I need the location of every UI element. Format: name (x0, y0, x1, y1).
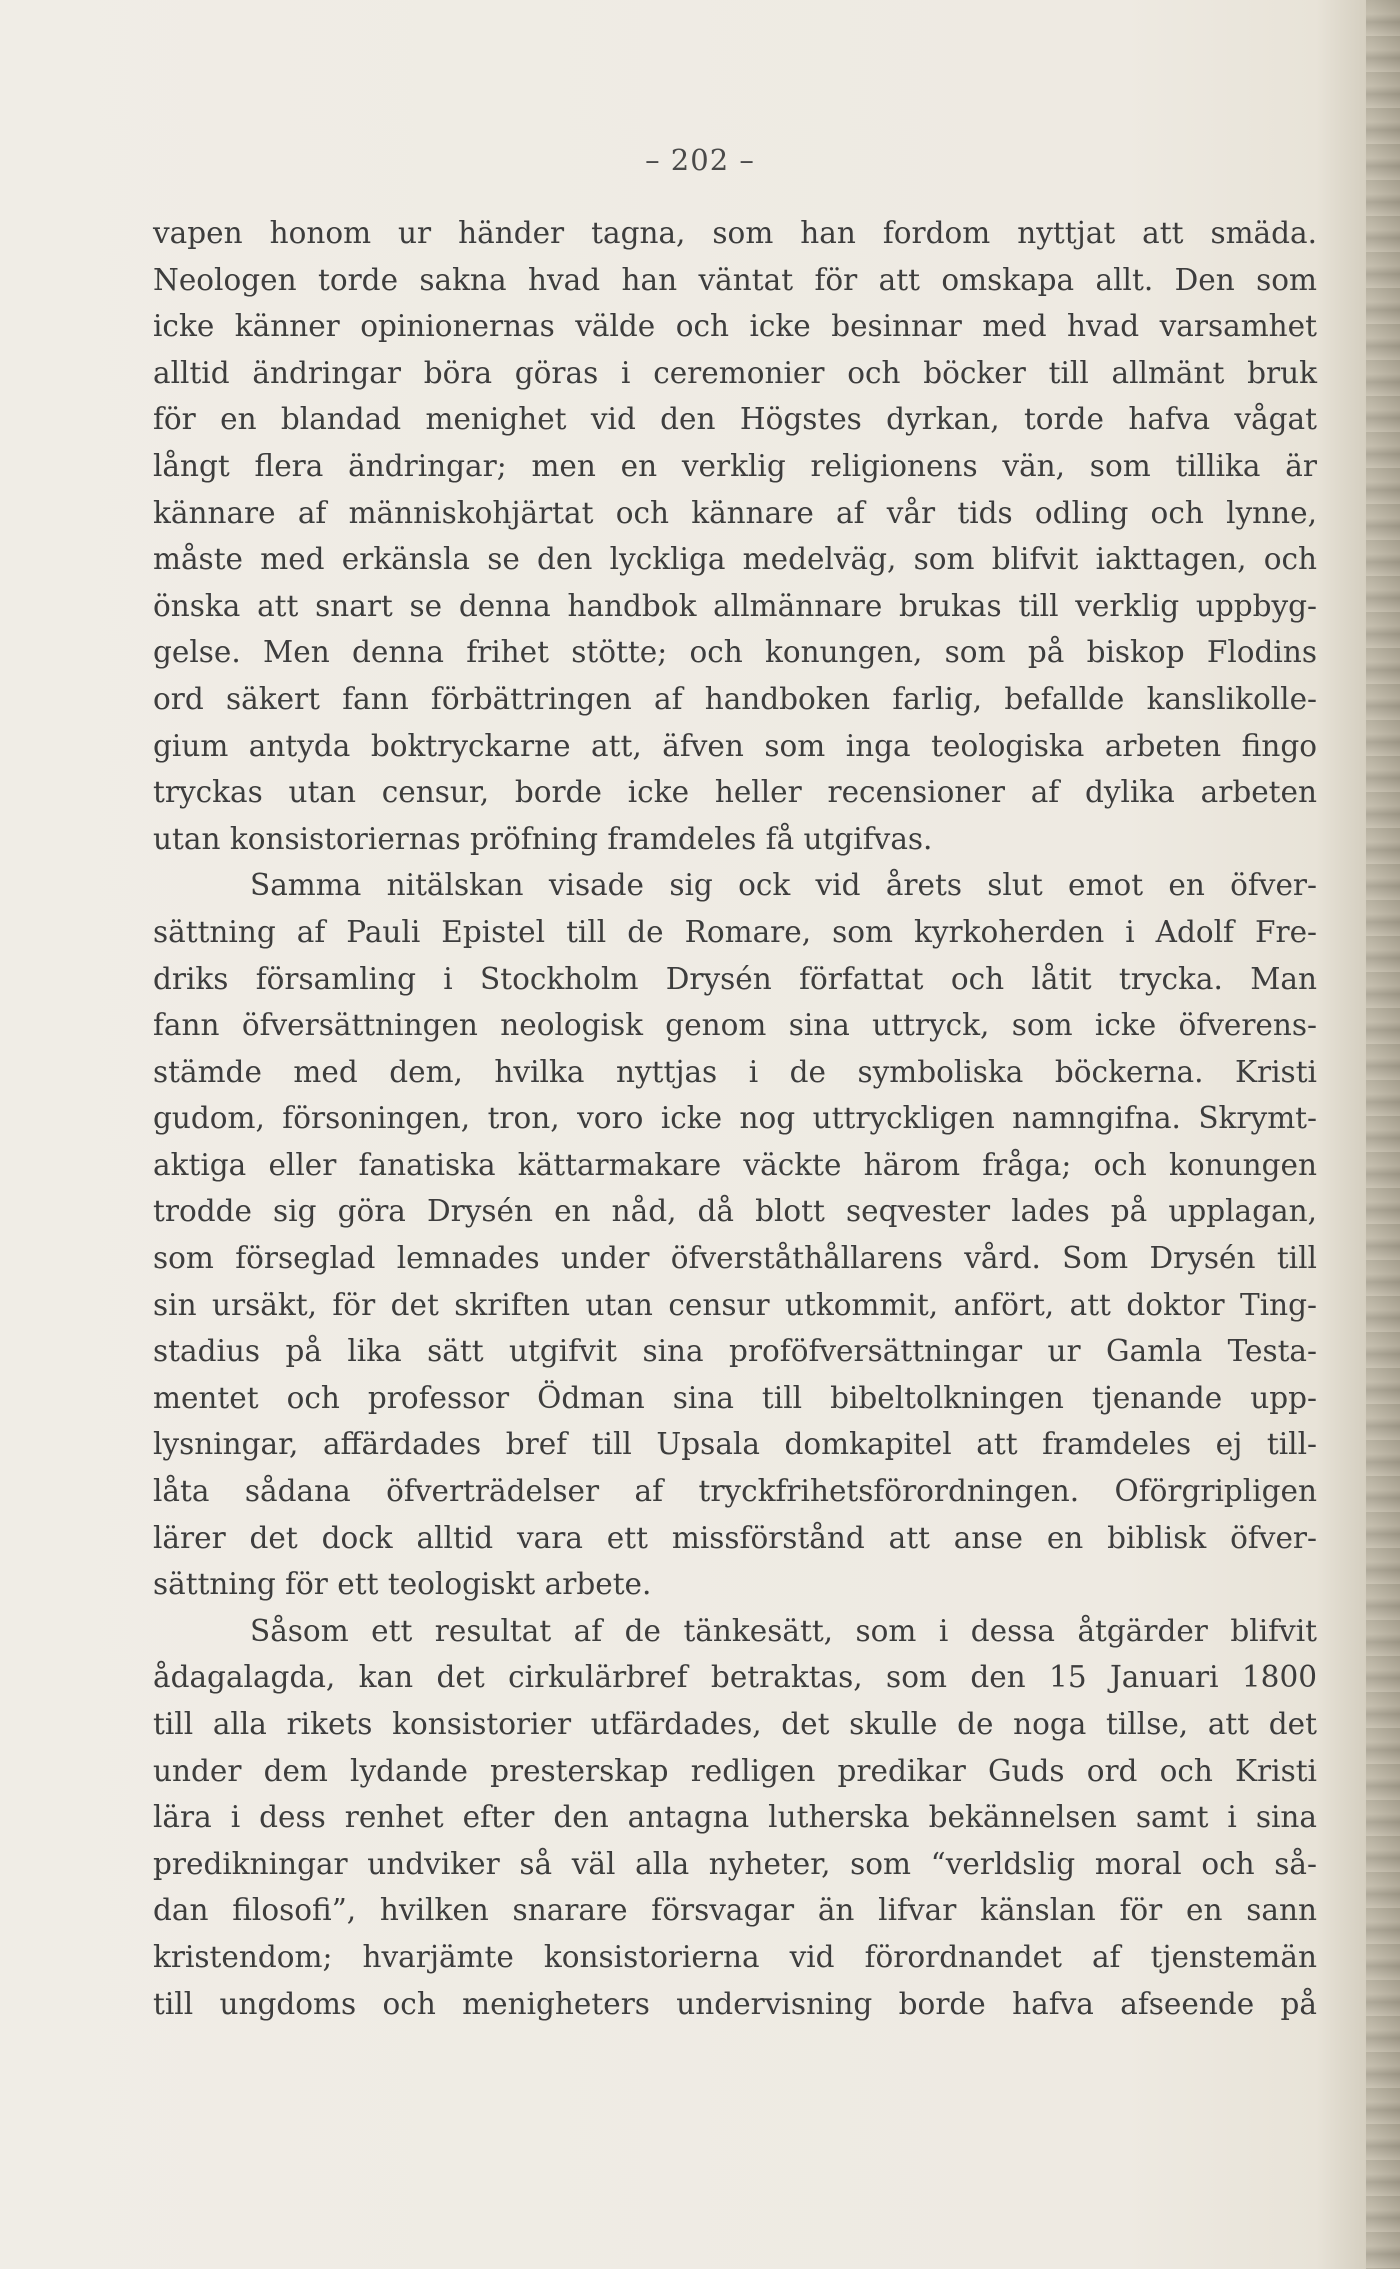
text-line: Neologen torde sakna hvad han väntat för att omskapa allt. Den som (153, 262, 1317, 297)
text-line: sättning af Pauli Epistel till de Romare, som kyrkoherden i Adolf Fre- (153, 914, 1317, 949)
text-line: alltid ändringar böra göras i ceremonier och böcker till allmänt bruk (153, 355, 1317, 390)
text-line: vapen honom ur händer tagna, som han fordom nyttjat att smäda. (153, 216, 1317, 250)
text-line: till alla rikets konsistorier utfärdades, det skulle de noga tillse, att det (153, 1707, 1317, 1741)
text-line: till ungdoms och menigheters undervisning borde hafva afseende på (153, 1986, 1317, 2021)
text-line: utan konsistoriernas pröfning framdeles få utgifvas. (153, 821, 933, 856)
text-line: för en blandad menighet vid den Högstes dyrkan, torde hafva vågat (153, 402, 1317, 437)
text-line: sättning för ett teologiskt arbete. (153, 1567, 652, 1602)
text-line: icke känner opinionernas välde och icke besinnar med hvad varsamhet (153, 309, 1317, 344)
text-line: under dem lydande presterskap redligen predikar Guds ord och Kristi (153, 1753, 1317, 1788)
text-line: ådagalagda, kan det cirkulärbref betraktas, som den 15 Januari 1800 (153, 1660, 1317, 1695)
text-line: driks församling i Stockholm Drysén författat och låtit trycka. Man (153, 961, 1317, 996)
text-line: tryckas utan censur, borde icke heller recensioner af dylika arbeten (153, 775, 1317, 810)
text-line: dan filosofi”, hvilken snarare försvagar än lifvar känslan för en sann (153, 1893, 1317, 1928)
text-line: lära i dess renhet efter den antagna lutherska bekännelsen samt i sina (153, 1800, 1317, 1835)
text-line: Såsom ett resultat af de tänkesätt, som i dessa åtgärder blifvit (250, 1613, 1317, 1648)
text-line: sin ursäkt, för det skriften utan censur utkommit, anfört, att doktor Ting- (153, 1287, 1317, 1322)
text-line: fann öfversättningen neologisk genom sina uttryck, som icke öfverens- (153, 1008, 1317, 1043)
text-line: gium antyda boktryckarne att, äfven som inga teologiska arbeten fingo (153, 728, 1317, 763)
text-line: måste med erkänsla se den lyckliga medelväg, som blifvit iakttagen, och (153, 542, 1317, 577)
page-gutter-shadow (1366, 0, 1400, 2269)
text-line: ord säkert fann förbättringen af handboken farlig, befallde kanslikolle- (153, 681, 1317, 716)
text-line: stadius på lika sätt utgifvit sina proföfversättningar ur Gamla Testa- (153, 1334, 1317, 1369)
text-line: kristendom; hvarjämte konsistorierna vid förordnandet af tjenstemän (153, 1939, 1317, 1974)
text-line: kännare af människohjärtat och kännare af vår tids odling och lynne, (153, 495, 1317, 530)
text-line: trodde sig göra Drysén en nåd, då blott seqvester lades på upplagan, (153, 1194, 1317, 1229)
text-line: långt flera ändringar; men en verklig religionens vän, som tillika är (153, 448, 1317, 483)
text-line: predikningar undviker så väl alla nyheter, som “verldslig moral och så- (153, 1846, 1317, 1881)
text-line: stämde med dem, hvilka nyttjas i de symboliska böckerna. Kristi (153, 1054, 1317, 1089)
text-line: gelse. Men denna frihet stötte; och konungen, som på biskop Flodins (153, 635, 1317, 670)
text-line: låta sådana öfverträdelser af tryckfrihetsförordningen. Oförgripligen (153, 1474, 1317, 1509)
text-line: aktiga eller fanatiska kättarmakare väckte härom fråga; och konungen (153, 1147, 1317, 1182)
text-line: mentet och professor Ödman sina till bibeltolkningen tjenande upp- (153, 1380, 1317, 1415)
text-line: gudom, försoningen, tron, voro icke nog uttryckligen namngifna. Skrymt- (153, 1101, 1317, 1136)
text-line: som förseglad lemnades under öfverståthållarens vård. Som Drysén till (153, 1241, 1317, 1276)
text-line: Samma nitälskan visade sig ock vid årets slut emot en öfver- (250, 868, 1317, 903)
text-line: lärer det dock alltid vara ett missförstånd att anse en biblisk öfver- (153, 1520, 1317, 1555)
body-text (153, 210, 1317, 2027)
text-line: önska att snart se denna handbok allmännare brukas till verklig uppbyg- (153, 588, 1317, 623)
text-line: lysningar, affärdades bref till Upsala domkapitel att framdeles ej till- (153, 1427, 1317, 1462)
page-number: – 202 – (645, 143, 755, 177)
